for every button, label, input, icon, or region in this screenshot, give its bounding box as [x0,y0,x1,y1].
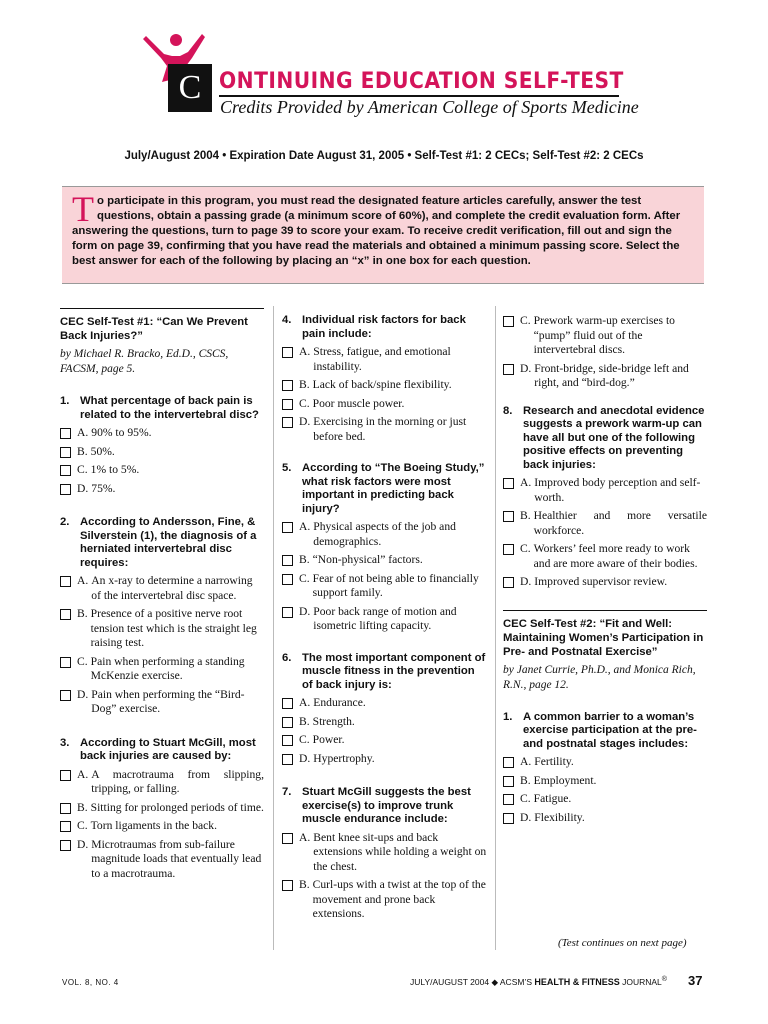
question-text: Research and anecdotal evidence suggests a prework warm-up can have all but one of the following positive effects on preventing back injuries: [523,404,705,471]
option-text: Workers’ feel more ready to work and are more aware of their bodies. [533,542,698,570]
answer-option[interactable] [503,792,707,807]
answer-option[interactable] [282,415,488,444]
option-text: An x-ray to determine a narrowing of the intervertebral disc space. [91,574,253,602]
question-text: A common barrier to a woman’s exercise participation at the pre- and postnatal stages includes: [523,710,697,750]
question-text: According to Stuart McGill, most back injuries are caused by: [80,736,256,762]
checkbox[interactable] [60,770,71,781]
checkbox[interactable] [282,522,293,533]
question-text: According to Andersson, Fine, & Silverstein (1), the diagnosis of a herniated intervertebral disc requires: [80,516,257,569]
option-letter: D. [77,837,89,851]
answer-option[interactable] [60,801,264,816]
checkbox[interactable] [60,465,71,476]
option-letter: D. [299,415,311,428]
answer-option[interactable] [282,397,488,412]
option-letter: B. [299,553,310,566]
option-text: Fatigue. [533,792,572,805]
answer-option[interactable] [503,509,707,538]
checkbox[interactable] [60,821,71,832]
answer-option[interactable] [503,362,707,391]
option-text: Power. [312,733,345,746]
answer-option[interactable] [282,752,488,767]
column-divider [273,306,274,950]
answer-option[interactable] [60,838,264,882]
answer-option[interactable] [60,607,264,651]
checkbox[interactable] [60,576,71,587]
checkbox[interactable] [503,478,514,489]
checkbox[interactable] [282,717,293,728]
option-text: Flexibility. [534,810,585,824]
checkbox[interactable] [282,698,293,709]
page-title: ONTINUING EDUCATION SELF-TEST [219,69,624,94]
answer-option[interactable] [60,482,264,497]
option-text: Bent knee sit-ups and back extensions while holding a weight on the chest. [313,830,487,873]
option-letter: D. [520,810,532,824]
question-number: 3. [60,736,70,749]
answer-option[interactable] [60,463,264,478]
option-letter: A. [299,345,311,358]
option-text: Strength. [312,714,355,728]
option-text: A macrotrauma from slipping, tripping, or falling. [91,767,264,795]
question-1-1 [60,395,264,496]
diamond-icon: ◆ [491,976,498,987]
option-letter: C. [520,314,531,327]
checkbox[interactable] [60,690,71,701]
option-letter: D. [77,687,89,701]
answer-option[interactable] [60,688,264,717]
question-1-2 [60,516,264,717]
option-text: 50%. [90,444,115,458]
option-text: Front-bridge, side-bridge left and right, and “bird-dog.” [534,361,689,389]
option-text: Fertility. [534,755,574,768]
test1-title: CEC Self-Test #1: “Can We Prevent Back Injuries?” [60,316,248,342]
answer-option[interactable] [60,445,264,460]
checkbox[interactable] [282,347,293,358]
question-number: 8. [503,404,513,417]
option-letter: A. [299,696,311,709]
page-number: 37 [688,973,703,988]
acsm-logo [142,30,217,114]
checkbox[interactable] [282,380,293,391]
option-text: Presence of a positive nerve root tension test which is the straight leg raising test. [90,607,257,649]
option-letter: D. [520,361,532,375]
question-number: 2. [60,516,70,528]
checkbox[interactable] [282,754,293,765]
checkbox[interactable] [282,399,293,410]
section-rule [60,308,264,309]
test2-byline: by Janet Currie, Ph.D., and Monica Rich, R.N., page 12. [503,663,696,691]
checkbox[interactable] [503,757,514,768]
option-text: Pain when performing the “Bird-Dog” exercise. [91,687,245,715]
option-text: Sitting for prolonged periods of time. [90,800,264,814]
answer-option[interactable] [282,345,488,374]
test2-section [503,610,707,693]
option-letter: D. [299,751,311,765]
option-text: Employment. [533,773,597,787]
answer-option[interactable] [503,476,707,505]
answer-option[interactable] [60,574,264,603]
option-letter: A. [77,426,89,439]
option-text: Fear of not being able to financially support family. [312,571,479,599]
option-letter: A. [520,755,532,768]
option-text: Hypertrophy. [313,751,375,765]
option-text: Torn ligaments in the back. [90,819,218,832]
journal-suffix: JOURNAL [622,976,662,987]
column-divider [495,306,496,950]
option-letter: C. [299,571,310,585]
test1-byline: by Michael R. Bracko, Ed.D., CSCS, FACSM, page 5. [60,348,229,375]
option-letter: A. [77,574,89,587]
answer-option[interactable] [60,426,264,441]
column-1 [60,308,264,881]
answer-option[interactable] [503,314,707,358]
journal-prefix: ACSM’S [499,976,533,987]
option-text: Poor back range of motion and isometric lifting capacity. [313,604,457,632]
checkbox[interactable] [503,813,514,824]
test2-title: CEC Self-Test #2: “Fit and Well: Maintaining Women’s Participation in Pre- and Postnatal Exercise” [503,617,704,658]
option-letter: C. [520,792,531,805]
checkbox[interactable] [503,544,514,555]
checkbox[interactable] [503,577,514,588]
answer-option[interactable] [282,733,488,748]
option-letter: B. [77,800,88,814]
option-text: Poor muscle power. [312,396,405,410]
checkbox[interactable] [503,511,514,522]
question-text: Stuart McGill suggests the best exercise(s) to improve trunk muscle endurance include: [302,786,471,825]
checkbox[interactable] [60,840,71,851]
option-text: 90% to 95%. [91,426,152,439]
checkbox[interactable] [60,803,71,814]
option-letter: C. [299,733,310,746]
checkbox[interactable] [503,316,514,327]
option-text: Endurance. [313,696,366,709]
column-2 [282,314,488,922]
question-text: According to “The Boeing Study,” what risk factors were most important in predicting back injury? [302,462,485,515]
answer-option[interactable] [503,755,707,770]
answer-option[interactable] [503,811,707,826]
checkbox[interactable] [503,364,514,375]
checkbox[interactable] [60,428,71,439]
section-rule [503,610,707,611]
question-1-6 [282,652,488,767]
question-2-1 [503,711,707,826]
volume-info: VOL. 8, NO. 4 [62,978,119,987]
checkbox[interactable] [282,880,293,891]
dateline: July/August 2004 • Expiration Date August 31, 2005 • Self-Test #1: 2 CECs; Self-Test #2: 2 CECs [124,150,644,162]
option-text: Pain when performing a standing McKenzie exercise. [90,654,245,682]
option-text: Prework warm-up exercises to “pump” fluid out of the intervertebral discs. [533,314,675,356]
option-text: 75%. [91,481,116,495]
option-text: Curl-ups with a twist at the top of the movement and prone back extensions. [312,878,486,920]
checkbox[interactable] [60,609,71,620]
option-letter: C. [77,463,88,476]
option-letter: A. [77,767,89,781]
option-letter: B. [520,773,531,787]
question-1-3 [60,737,264,882]
option-text: Physical aspects of the job and demographics. [313,520,456,548]
registered-mark: ® [661,975,668,983]
question-number: 5. [282,462,292,474]
checkbox[interactable] [503,776,514,787]
option-text: Stress, fatigue, and emotional instability. [313,345,451,373]
option-letter: C. [299,396,310,410]
option-letter: A. [299,830,311,844]
instructions-box [62,186,704,284]
option-letter: D. [299,604,311,618]
checkbox[interactable] [60,657,71,668]
checkbox[interactable] [60,447,71,458]
question-number: 1. [503,710,513,723]
option-letter: C. [520,542,531,555]
option-letter: B. [299,878,310,891]
answer-option[interactable] [282,605,488,634]
question-text: What percentage of back pain is related to the intervertebral disc? [80,395,259,421]
question-1-5 [282,462,488,634]
question-text: The most important component of muscle fitness in the prevention of back injury is: [302,651,486,691]
answer-option[interactable] [503,774,707,789]
question-number: 7. [282,786,292,798]
option-letter: D. [520,575,532,588]
option-text: Lack of back/spine flexibility. [312,378,452,391]
drop-cap: T [72,189,94,229]
logo-letter: C [178,69,202,106]
option-letter: D. [77,481,89,495]
checkbox[interactable] [282,574,293,585]
checkbox[interactable] [282,735,293,746]
answer-option[interactable] [282,553,488,568]
page-subtitle: Credits Provided by American College of Sports Medicine [220,97,639,117]
checkbox[interactable] [503,794,514,805]
answer-option[interactable] [60,768,264,797]
option-text: Microtraumas from sub-failure magnitude loads that eventually lead to a macrotrauma. [91,837,262,880]
instructions-text: o participate in this program, you must read the designated feature articles carefully, answer the test questions, obtain a passing grade (a minimum score of 60%), and complete the credit evaluation form. After answering the questions, turn to page 39 to score your exam. To receive credit verification, fill out and sign the form on page 39, confirming that you have read the materials and obtained a minimum passing score. Select the best answer for each of the following by placing an “x” in one box for each question. [72,195,681,267]
checkbox[interactable] [282,555,293,566]
option-letter: B. [77,444,88,458]
answer-option[interactable] [503,542,707,571]
option-text: “Non-physical” factors. [312,553,423,566]
question-number: 1. [60,395,70,407]
answer-option[interactable] [282,572,488,601]
option-letter: C. [77,819,88,832]
answer-option[interactable] [282,715,488,730]
option-letter: C. [77,654,88,668]
option-text: Exercising in the morning or just before bed. [313,415,467,443]
checkbox[interactable] [60,484,71,495]
option-letter: B. [299,378,310,391]
question-number: 4. [282,314,292,326]
answer-option[interactable] [282,878,488,922]
continues-note: (Test continues on next page) [558,937,687,949]
question-1-7 [282,786,488,922]
option-letter: A. [520,476,532,489]
checkbox[interactable] [282,417,293,428]
option-text: Healthier and more versatile workforce. [533,509,707,537]
answer-option[interactable] [282,378,488,393]
checkbox[interactable] [282,607,293,618]
answer-option[interactable] [60,819,264,834]
answer-option[interactable] [503,575,707,590]
option-text: 1% to 5%. [90,463,140,476]
option-letter: B. [299,714,310,728]
option-letter: A. [299,520,311,533]
journal-name-bold: HEALTH & FITNESS [534,976,620,987]
answer-option[interactable] [282,520,488,549]
question-number: 6. [282,651,292,664]
option-text: Improved body perception and self-worth. [534,476,701,504]
option-letter: B. [77,607,88,620]
option-letter: B. [520,509,531,522]
option-text: Improved supervisor review. [534,575,668,588]
question-1-8 [503,405,707,590]
question-text: Individual risk factors for back pain include: [302,314,466,340]
checkbox[interactable] [282,833,293,844]
answer-option[interactable] [282,696,488,711]
answer-option[interactable] [282,831,488,875]
issue-date: JULY/AUGUST 2004 [410,976,490,987]
question-1-4 [282,314,488,444]
answer-option[interactable] [60,655,264,684]
column-3 [503,314,707,825]
journal-footer [410,975,667,988]
